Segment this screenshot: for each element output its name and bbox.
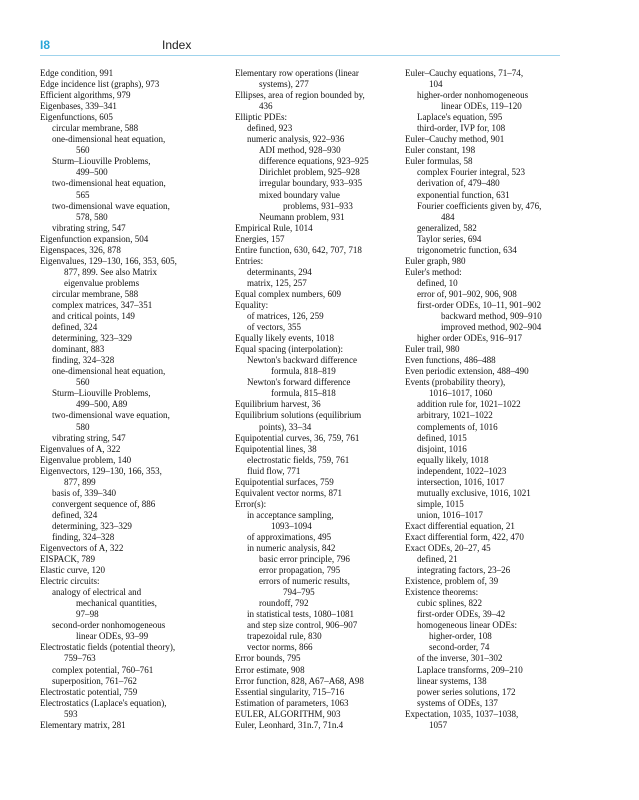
index-subentry: generalized, 582 <box>417 222 477 233</box>
index-subentry: first-order ODEs, 10–11, 901–902 <box>417 299 542 310</box>
index-entry: Existence theorems: <box>405 587 479 598</box>
index-entry: Elementary row operations (linear <box>235 68 359 78</box>
index-subentry: Fourier coefficients given by, 476, <box>417 200 542 211</box>
index-entry: Even functions, 486–488 <box>405 355 496 366</box>
index-entry: Equality: <box>235 299 269 310</box>
index-entry: Euler constant, 198 <box>405 145 476 156</box>
index-subentry: integrating factors, 23–26 <box>417 565 511 576</box>
index-subentry: mechanical quantities, <box>76 598 157 609</box>
index-subentry: in numeric analysis, 842 <box>247 543 336 554</box>
index-subentry: trigonometric function, 634 <box>417 244 517 255</box>
index-subentry: in acceptance sampling, <box>247 509 334 520</box>
index-entry: Equivalent vector norms, 871 <box>235 487 343 498</box>
index-subentry: systems of ODEs, 137 <box>417 697 498 708</box>
index-subentry: complex potential, 760–761 <box>52 664 154 675</box>
index-subentry: error of, 901–902, 906, 908 <box>417 288 517 299</box>
index-subentry: complex matrices, 347–351 <box>52 299 153 310</box>
index-subentry: trapezoidal rule, 830 <box>247 631 322 642</box>
index-subentry: 104 <box>429 79 443 90</box>
index-entry: EULER, ALGORITHM, 903 <box>235 708 341 719</box>
index-subentry: exponential function, 631 <box>417 189 510 200</box>
index-entry: Euler–Cauchy equations, 71–74, <box>405 68 524 78</box>
index-entry: Electrostatic potential, 759 <box>40 686 138 697</box>
index-subentry: eigenvalue problems <box>64 277 140 288</box>
index-subentry: 499–500 <box>76 167 108 178</box>
index-entry: Eigenvalues, 129–130, 166, 353, 605, <box>40 255 177 266</box>
index-entry: Euler, Leonhard, 31n.7, 71n.4 <box>235 719 344 730</box>
index-subentry: 1093–1094 <box>271 520 312 531</box>
index-column-3 <box>405 68 573 731</box>
index-entry: Empirical Rule, 1014 <box>235 222 313 233</box>
index-subentry: 499–500, A89 <box>76 399 128 410</box>
index-subentry: two-dimensional wave equation, <box>52 410 170 421</box>
index-subentry: Sturm–Liouville Problems, <box>52 156 151 167</box>
index-entry: Equal complex numbers, 609 <box>235 288 342 299</box>
index-entry: Equipotential curves, 36, 759, 761 <box>235 432 360 443</box>
index-subentry: roundoff, 792 <box>259 598 309 609</box>
index-subentry: finding, 324–328 <box>52 531 115 542</box>
index-subentry: intersection, 1016, 1017 <box>417 476 505 487</box>
index-subentry: superposition, 761–762 <box>52 675 137 686</box>
index-subentry: two-dimensional wave equation, <box>52 200 170 211</box>
index-subentry: of the inverse, 301–302 <box>417 653 503 664</box>
index-entry: Equipotential lines, 38 <box>235 443 317 454</box>
index-entry: EISPACK, 789 <box>40 554 95 565</box>
index-entry: Energies, 157 <box>235 233 285 244</box>
index-entry: Eigenfunction expansion, 504 <box>40 233 149 244</box>
index-subentry: Laplace's equation, 595 <box>417 112 503 123</box>
index-subentry: complex Fourier integral, 523 <box>417 167 526 178</box>
index-subentry: Taylor series, 694 <box>417 233 482 244</box>
index-entry: Error estimate, 908 <box>235 664 305 675</box>
index-subentry: defined, 1015 <box>417 432 467 443</box>
index-entry: Error(s): <box>235 498 267 509</box>
index-entry: Eigenspaces, 326, 878 <box>40 244 121 255</box>
index-entry: Events (probability theory), <box>405 377 506 388</box>
index-subentry: third-order, IVP for, 108 <box>417 123 506 134</box>
header-rule <box>40 55 560 56</box>
index-entry: Equilibrium harvest, 36 <box>235 399 321 410</box>
page-header <box>40 38 560 56</box>
index-subentry: problems, 931–933 <box>283 200 353 211</box>
index-subentry: linear ODEs, 93–99 <box>76 631 149 642</box>
index-entry: Entire function, 630, 642, 707, 718 <box>235 244 362 255</box>
index-subentry: basis of, 339–340 <box>52 487 117 498</box>
index-entry: Edge incidence list (graphs), 973 <box>40 79 160 90</box>
index-subentry: complements of, 1016 <box>417 421 498 432</box>
index-entry: Euler trail, 980 <box>405 344 460 355</box>
index-subentry: first-order ODEs, 39–42 <box>417 609 506 620</box>
index-entry: Exact differential equation, 21 <box>405 520 515 531</box>
index-entry: Error bounds, 795 <box>235 653 301 664</box>
index-subentry: second-order nonhomogeneous <box>52 620 166 631</box>
index-subentry: defined, 324 <box>52 322 98 333</box>
index-subentry: vibrating string, 547 <box>52 222 126 233</box>
index-subentry: vector norms, 866 <box>247 642 313 653</box>
index-subentry: two-dimensional heat equation, <box>52 178 166 189</box>
index-entry: Electrostatics (Laplace's equation), <box>40 697 167 708</box>
index-subentry: circular membrane, 588 <box>52 288 139 299</box>
index-subentry: of vectors, 355 <box>247 322 302 333</box>
index-entry: Even periodic extension, 488–490 <box>405 366 529 377</box>
index-subentry: derivation of, 479–480 <box>417 178 500 189</box>
index-entry: Euler formulas, 58 <box>405 156 473 167</box>
index-subentry: determining, 323–329 <box>52 333 132 344</box>
index-entry: Existence, problem of, 39 <box>405 576 499 587</box>
index-subentry: mutually exclusive, 1016, 1021 <box>417 487 531 498</box>
index-subentry: Newton's backward difference <box>247 355 357 366</box>
page-number: I8 <box>40 38 51 52</box>
index-subentry: homogeneous linear ODEs: <box>417 620 517 631</box>
index-subentry: and critical points, 149 <box>52 311 135 322</box>
index-subentry: ADI method, 928–930 <box>259 145 341 156</box>
index-entry: Eigenbases, 339–341 <box>40 101 117 112</box>
index-subentry: Sturm–Liouville Problems, <box>52 388 151 399</box>
index-subentry: irregular boundary, 933–935 <box>259 178 363 189</box>
index-subentry: higher-order, 108 <box>429 631 492 642</box>
index-entry: Equal spacing (interpolation): <box>235 344 344 355</box>
index-subentry: basic error principle, 796 <box>259 554 350 565</box>
index-subentry: 560 <box>76 145 90 156</box>
index-entry: Eigenvalue problem, 140 <box>40 454 132 465</box>
index-entry: Equipotential surfaces, 759 <box>235 476 334 487</box>
index-entry: Eigenvalues of A, 322 <box>40 443 121 454</box>
index-subentry: 560 <box>76 377 90 388</box>
index-column-2 <box>235 68 403 731</box>
index-entry: Essential singularity, 715–716 <box>235 686 345 697</box>
index-subentry: one-dimensional heat equation, <box>52 134 166 145</box>
running-head-title: Index <box>162 38 192 52</box>
index-column-1 <box>40 68 208 731</box>
index-subentry: formula, 818–819 <box>271 366 336 377</box>
index-subentry: error propagation, 795 <box>259 565 341 576</box>
index-subentry: determinants, 294 <box>247 266 312 277</box>
index-subentry: cubic splines, 822 <box>417 598 483 609</box>
index-subentry: linear ODEs, 119–120 <box>441 101 522 112</box>
index-subentry: simple, 1015 <box>417 498 464 509</box>
index-subentry: 484 <box>441 211 455 222</box>
index-subentry: Newton's forward difference <box>247 377 351 388</box>
index-subentry: and step size control, 906–907 <box>247 620 358 631</box>
index-subentry: dominant, 883 <box>52 344 105 355</box>
index-subentry: 565 <box>76 189 90 200</box>
index-subentry: 97–98 <box>76 609 99 620</box>
index-subentry: 1016–1017, 1060 <box>429 388 493 399</box>
index-entry: Eigenvectors, 129–130, 166, 353, <box>40 465 162 476</box>
index-subentry: circular membrane, 588 <box>52 123 139 134</box>
index-subentry: systems), 277 <box>259 79 309 90</box>
index-subentry: union, 1016–1017 <box>417 509 483 520</box>
index-subentry: defined, 923 <box>247 123 293 134</box>
index-subentry: independent, 1022–1023 <box>417 465 507 476</box>
index-entry: Elementary matrix, 281 <box>40 719 126 730</box>
index-entry: Euler–Cauchy method, 901 <box>405 134 505 145</box>
index-subentry: 580 <box>76 421 90 432</box>
index-entry: Edge condition, 991 <box>40 68 114 78</box>
index-entry: Error function, 828, A67–A68, A98 <box>235 675 364 686</box>
index-subentry: fluid flow, 771 <box>247 465 301 476</box>
index-subentry: second-order, 74 <box>429 642 490 653</box>
index-subentry: improved method, 902–904 <box>441 322 542 333</box>
index-subentry: determining, 323–329 <box>52 520 132 531</box>
index-subentry: 794–795 <box>283 587 315 598</box>
index-entry: Eigenfunctions, 605 <box>40 112 113 123</box>
index-subentry: equally likely, 1018 <box>417 454 489 465</box>
index-entry: Exact ODEs, 20–27, 45 <box>405 543 491 554</box>
index-subentry: formula, 815–818 <box>271 388 336 399</box>
index-entry: Elastic curve, 120 <box>40 565 106 576</box>
index-entry: Euler's method: <box>405 266 462 277</box>
index-subentry: backward method, 909–910 <box>441 311 542 322</box>
index-entry: Electric circuits: <box>40 576 100 587</box>
index-subentry: higher order ODEs, 916–917 <box>417 333 523 344</box>
index-subentry: 877, 899 <box>64 476 96 487</box>
index-subentry: difference equations, 923–925 <box>259 156 369 167</box>
index-subentry: vibrating string, 547 <box>52 432 126 443</box>
index-subentry: of matrices, 126, 259 <box>247 311 324 322</box>
index-subentry: 877, 899. See also Matrix <box>64 266 157 277</box>
index-subentry: convergent sequence of, 886 <box>52 498 156 509</box>
index-entry: Eigenvectors of A, 322 <box>40 543 124 554</box>
index-subentry: power series solutions, 172 <box>417 686 516 697</box>
index-subentry: disjoint, 1016 <box>417 443 467 454</box>
index-subentry: 759–763 <box>64 653 96 664</box>
index-subentry: analogy of electrical and <box>52 587 142 598</box>
index-subentry: defined, 10 <box>417 277 458 288</box>
index-subentry: arbitrary, 1021–1022 <box>417 410 493 421</box>
index-subentry: defined, 324 <box>52 509 98 520</box>
index-entry: Entries: <box>235 255 264 266</box>
index-subentry: 436 <box>259 101 273 112</box>
index-subentry: matrix, 125, 257 <box>247 277 307 288</box>
index-subentry: Laplace transforms, 209–210 <box>417 664 523 675</box>
index-entry: Equilibrium solutions (equilibrium <box>235 410 362 421</box>
index-entry: Elliptic PDEs: <box>235 112 288 123</box>
index-subentry: points), 33–34 <box>259 421 312 432</box>
index-subentry: 578, 580 <box>76 211 108 222</box>
index-subentry: finding, 324–328 <box>52 355 115 366</box>
index-subentry: electrostatic fields, 759, 761 <box>247 454 350 465</box>
index-subentry: Dirichlet problem, 925–928 <box>259 167 360 178</box>
index-subentry: numeric analysis, 922–936 <box>247 134 345 145</box>
index-subentry: addition rule for, 1021–1022 <box>417 399 521 410</box>
index-entry: Electrostatic fields (potential theory), <box>40 642 176 653</box>
index-subentry: higher-order nonhomogeneous <box>417 90 529 101</box>
index-entry: Euler graph, 980 <box>405 255 466 266</box>
index-subentry: mixed boundary value <box>259 189 340 200</box>
index-entry: Ellipses, area of region bounded by, <box>235 90 365 101</box>
index-subentry: linear systems, 138 <box>417 675 487 686</box>
index-entry: Equally likely events, 1018 <box>235 333 334 344</box>
index-entry: Expectation, 1035, 1037–1038, <box>405 708 519 719</box>
index-subentry: 1057 <box>429 719 448 730</box>
index-entry: Exact differential form, 422, 470 <box>405 531 524 542</box>
index-subentry: 593 <box>64 708 78 719</box>
index-subentry: in statistical tests, 1080–1081 <box>247 609 355 620</box>
index-subentry: Neumann problem, 931 <box>259 211 345 222</box>
index-entry: Efficient algorithms, 979 <box>40 90 131 101</box>
index-entry: Estimation of parameters, 1063 <box>235 697 349 708</box>
index-subentry: one-dimensional heat equation, <box>52 366 166 377</box>
index-subentry: errors of numeric results, <box>259 576 350 587</box>
index-subentry: defined, 21 <box>417 554 458 565</box>
index-subentry: of approximations, 495 <box>247 531 332 542</box>
